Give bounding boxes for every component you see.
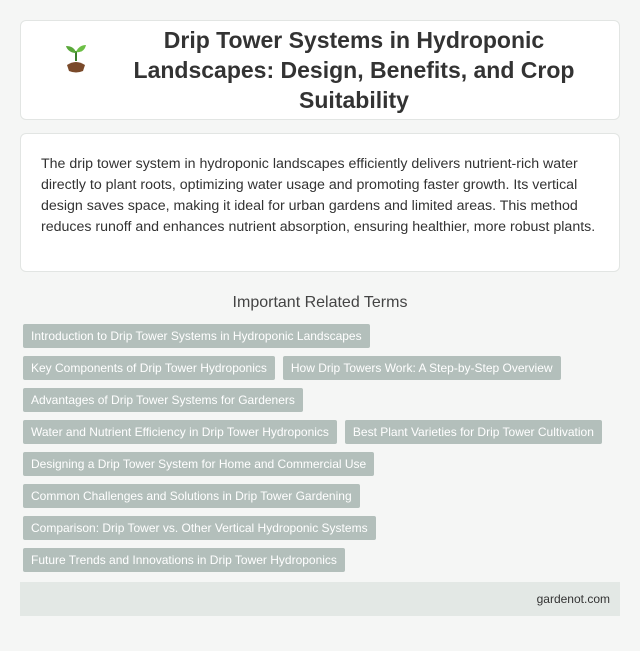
title-card <box>20 20 620 120</box>
footer-site-link[interactable]: gardenot.com <box>536 592 610 606</box>
related-term-tag[interactable]: Best Plant Varieties for Drip Tower Cultivation <box>345 420 602 444</box>
related-term-tag[interactable]: Key Components of Drip Tower Hydroponics <box>23 356 275 380</box>
summary-card <box>20 133 620 272</box>
footer <box>20 582 620 616</box>
related-terms-list <box>20 324 620 572</box>
related-terms-heading: Important Related Terms <box>232 294 408 311</box>
related-term-tag[interactable]: Introduction to Drip Tower Systems in Hydroponic Landscapes <box>23 324 370 348</box>
related-term-tag[interactable]: How Drip Towers Work: A Step-by-Step Overview <box>283 356 561 380</box>
page-title: Drip Tower Systems in Hydroponic Landscapes: Design, Benefits, and Crop Suitability <box>133 27 575 113</box>
seedling-icon <box>63 43 89 75</box>
related-term-tag[interactable]: Comparison: Drip Tower vs. Other Vertical Hydroponic Systems <box>23 516 376 540</box>
related-term-tag[interactable]: Common Challenges and Solutions in Drip Tower Gardening <box>23 484 360 508</box>
related-term-tag[interactable]: Water and Nutrient Efficiency in Drip Tower Hydroponics <box>23 420 337 444</box>
related-term-tag[interactable]: Future Trends and Innovations in Drip Tower Hydroponics <box>23 548 345 572</box>
summary-text: The drip tower system in hydroponic landscapes efficiently delivers nutrient-rich water directly to plant roots, optimizing water usage and promoting faster growth. Its vertical design saves space, making it ideal for urban gardens and limited areas. This method reduces runoff and enhances nutrient absorption, ensuring healthier, more robust plants. <box>41 156 596 235</box>
related-term-tag[interactable]: Advantages of Drip Tower Systems for Gardeners <box>23 388 303 412</box>
related-term-tag[interactable]: Designing a Drip Tower System for Home and Commercial Use <box>23 452 374 476</box>
